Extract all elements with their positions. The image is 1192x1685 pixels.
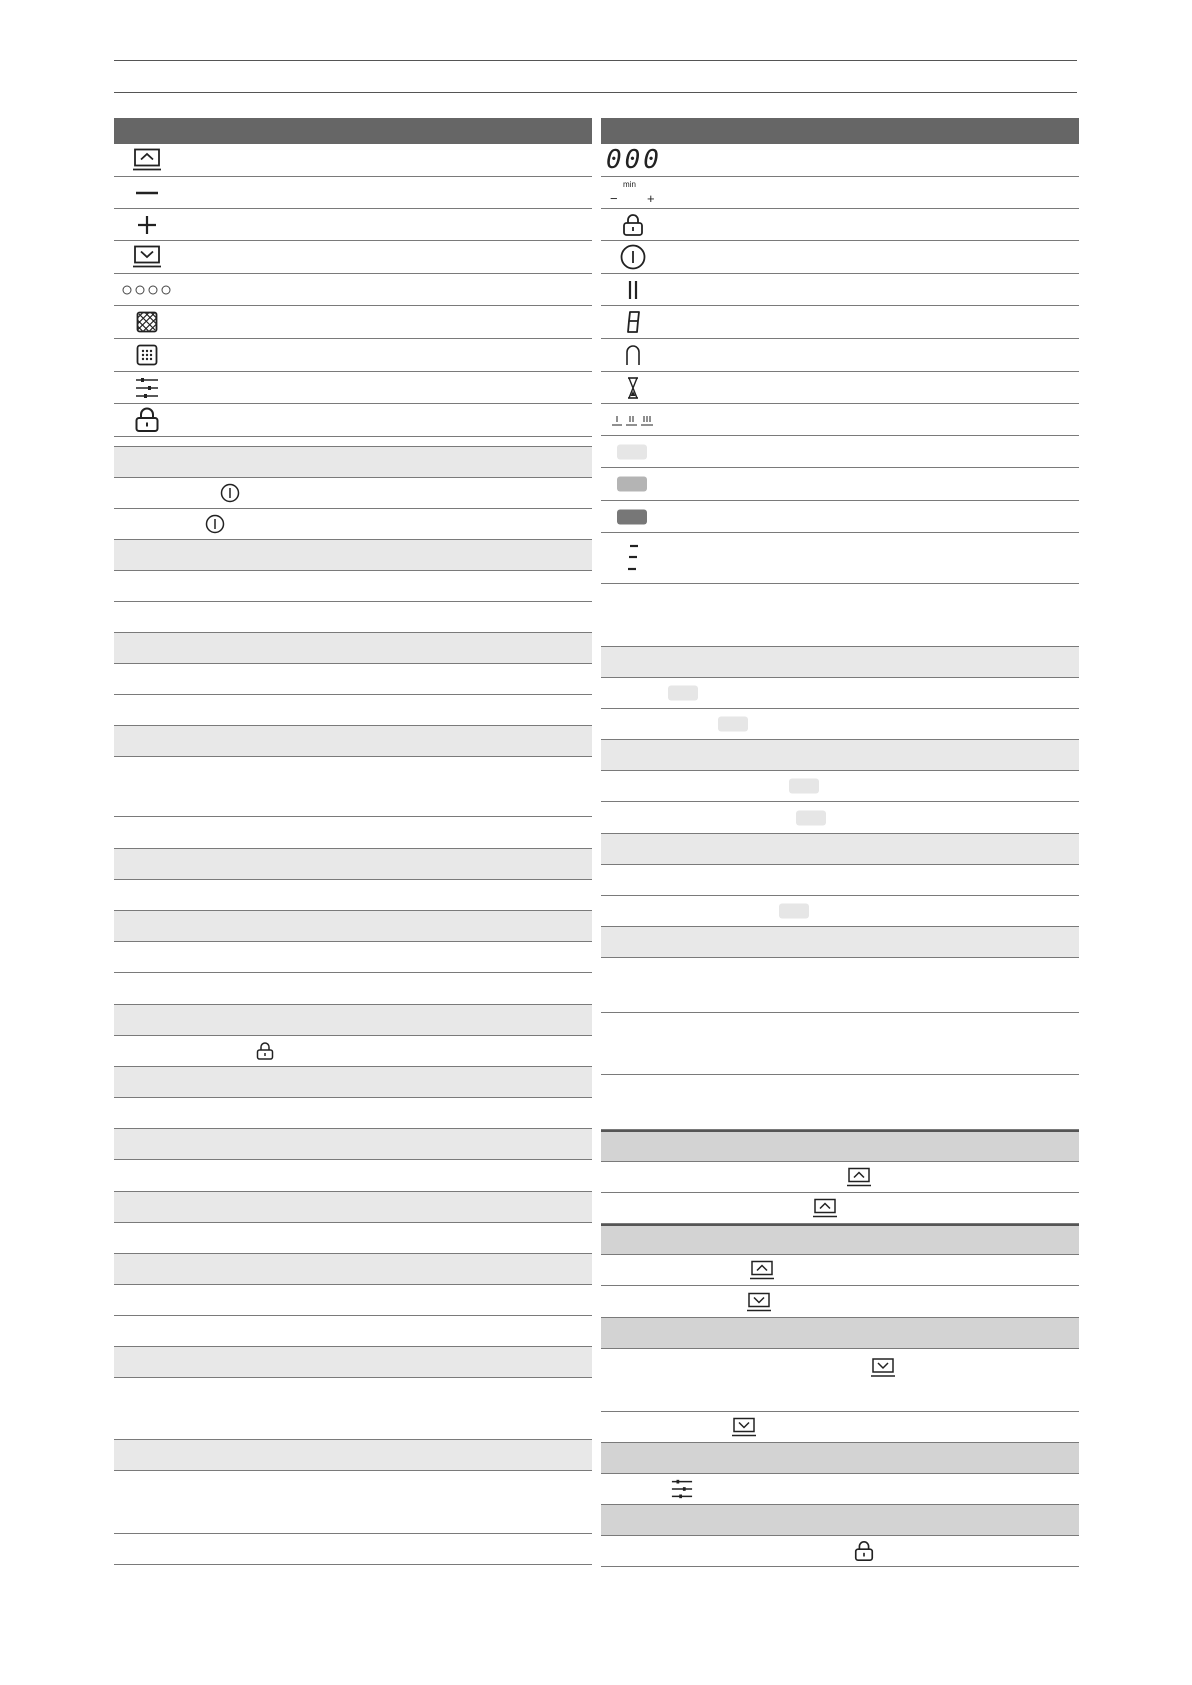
table-row (601, 927, 1079, 958)
table-row (114, 1005, 592, 1036)
minus-icon (135, 190, 159, 196)
four-circles-icon (121, 284, 173, 296)
table-row (601, 1412, 1079, 1443)
table-row (601, 404, 1079, 436)
table-row (601, 1536, 1079, 1567)
power-icon (220, 483, 240, 503)
table-row (114, 1036, 592, 1067)
table-row (114, 849, 592, 880)
power-icon (205, 514, 225, 534)
light-shade-key (617, 444, 647, 459)
table-row (601, 1075, 1079, 1130)
table-row (114, 404, 592, 437)
table-row (601, 678, 1079, 709)
timer-plus-sign: + (647, 191, 655, 206)
table-row (114, 1067, 592, 1098)
table-row (601, 468, 1079, 501)
right-column-header (601, 118, 1079, 144)
table-row (114, 1223, 592, 1254)
medium-shade-key (617, 477, 647, 492)
table-row (601, 1193, 1079, 1224)
table-row (601, 274, 1079, 306)
lock-icon (255, 1041, 275, 1061)
left-column-header (114, 118, 592, 144)
table-row (601, 436, 1079, 468)
table-row (601, 896, 1079, 927)
table-row (601, 1013, 1079, 1075)
table-row (114, 241, 592, 274)
top-rule-2 (114, 92, 1077, 93)
table-row (114, 339, 592, 372)
table-row (601, 584, 1079, 647)
oven-up-icon (750, 1260, 774, 1281)
lock-icon (853, 1540, 875, 1562)
table-row (114, 633, 592, 664)
left-column (114, 118, 592, 1565)
oven-down-icon (747, 1291, 771, 1312)
table-row (114, 973, 592, 1005)
table-row (601, 647, 1079, 678)
spacer-row (114, 437, 592, 447)
lock-icon (621, 213, 645, 237)
hourglass-icon (626, 376, 640, 400)
table-row (114, 942, 592, 973)
table-row (114, 1440, 592, 1471)
table-row (601, 1224, 1079, 1255)
sliders-icon (135, 376, 159, 400)
table-row (114, 540, 592, 571)
table-row (601, 209, 1079, 241)
crosshatch-icon (136, 311, 158, 333)
digit-eight-icon (625, 310, 641, 334)
table-row (114, 757, 592, 817)
table-row (114, 1534, 592, 1565)
plus-icon (137, 215, 157, 235)
table-row (114, 274, 592, 306)
table-row (601, 1318, 1079, 1349)
timer-minus-sign: − (610, 191, 618, 206)
table-row (114, 509, 592, 540)
table-row (114, 1347, 592, 1378)
level-bars-icon (625, 543, 641, 573)
table-row (601, 1286, 1079, 1318)
table-row (601, 1349, 1079, 1412)
oven-down-icon (871, 1357, 895, 1378)
table-row (114, 1254, 592, 1285)
top-rule (114, 60, 1077, 61)
arch-icon (625, 344, 641, 366)
table-row (601, 306, 1079, 339)
table-row (114, 1098, 592, 1129)
table-row (601, 177, 1079, 209)
display-digits-icon: 000 (606, 145, 662, 175)
oven-up-icon (813, 1198, 837, 1219)
dot-grid-icon (136, 344, 158, 366)
table-row (114, 372, 592, 404)
table-row (114, 880, 592, 911)
table-row (601, 1255, 1079, 1286)
oven-down-icon (732, 1417, 756, 1438)
table-row (601, 1443, 1079, 1474)
table-row (114, 571, 592, 602)
pause-icon (626, 279, 640, 301)
table-row (114, 1471, 592, 1534)
table-row (601, 865, 1079, 896)
level-marks-icon (612, 413, 654, 427)
lock-icon (134, 407, 160, 433)
light-shade-key (718, 717, 748, 732)
table-row (114, 209, 592, 241)
table-row (114, 664, 592, 695)
table-row (601, 501, 1079, 533)
table-row (114, 1316, 592, 1347)
table-row (114, 478, 592, 509)
table-row (601, 709, 1079, 740)
table-row (601, 1474, 1079, 1505)
table-row (601, 144, 1079, 177)
table-row (601, 1162, 1079, 1193)
oven-down-icon (132, 245, 162, 270)
table-row (601, 1130, 1079, 1162)
table-row (114, 1285, 592, 1316)
table-row (114, 306, 592, 339)
table-row (114, 726, 592, 757)
table-row (601, 958, 1079, 1013)
table-row (601, 740, 1079, 771)
timer-min-label: min (623, 180, 636, 189)
table-row (114, 447, 592, 478)
table-row (601, 834, 1079, 865)
table-row (114, 911, 592, 942)
light-shade-key (796, 810, 826, 825)
table-row (114, 817, 592, 849)
oven-up-icon (132, 148, 162, 173)
table-row (114, 602, 592, 633)
dark-shade-key (617, 509, 647, 524)
table-row (114, 177, 592, 209)
table-row (601, 1505, 1079, 1536)
table-row (601, 533, 1079, 584)
table-row (114, 144, 592, 177)
table-row (114, 1192, 592, 1223)
light-shade-key (779, 904, 809, 919)
table-row (601, 372, 1079, 404)
table-row (114, 1129, 592, 1160)
table-row (601, 241, 1079, 274)
table-row (114, 1378, 592, 1440)
right-column (601, 118, 1079, 1567)
table-row (114, 1160, 592, 1192)
table-row (601, 802, 1079, 834)
power-icon (620, 244, 646, 270)
light-shade-key (789, 779, 819, 794)
light-shade-key (668, 686, 698, 701)
oven-up-icon (847, 1167, 871, 1188)
table-row (601, 339, 1079, 372)
table-row (601, 771, 1079, 802)
table-row (114, 695, 592, 726)
sliders-icon (671, 1478, 693, 1500)
